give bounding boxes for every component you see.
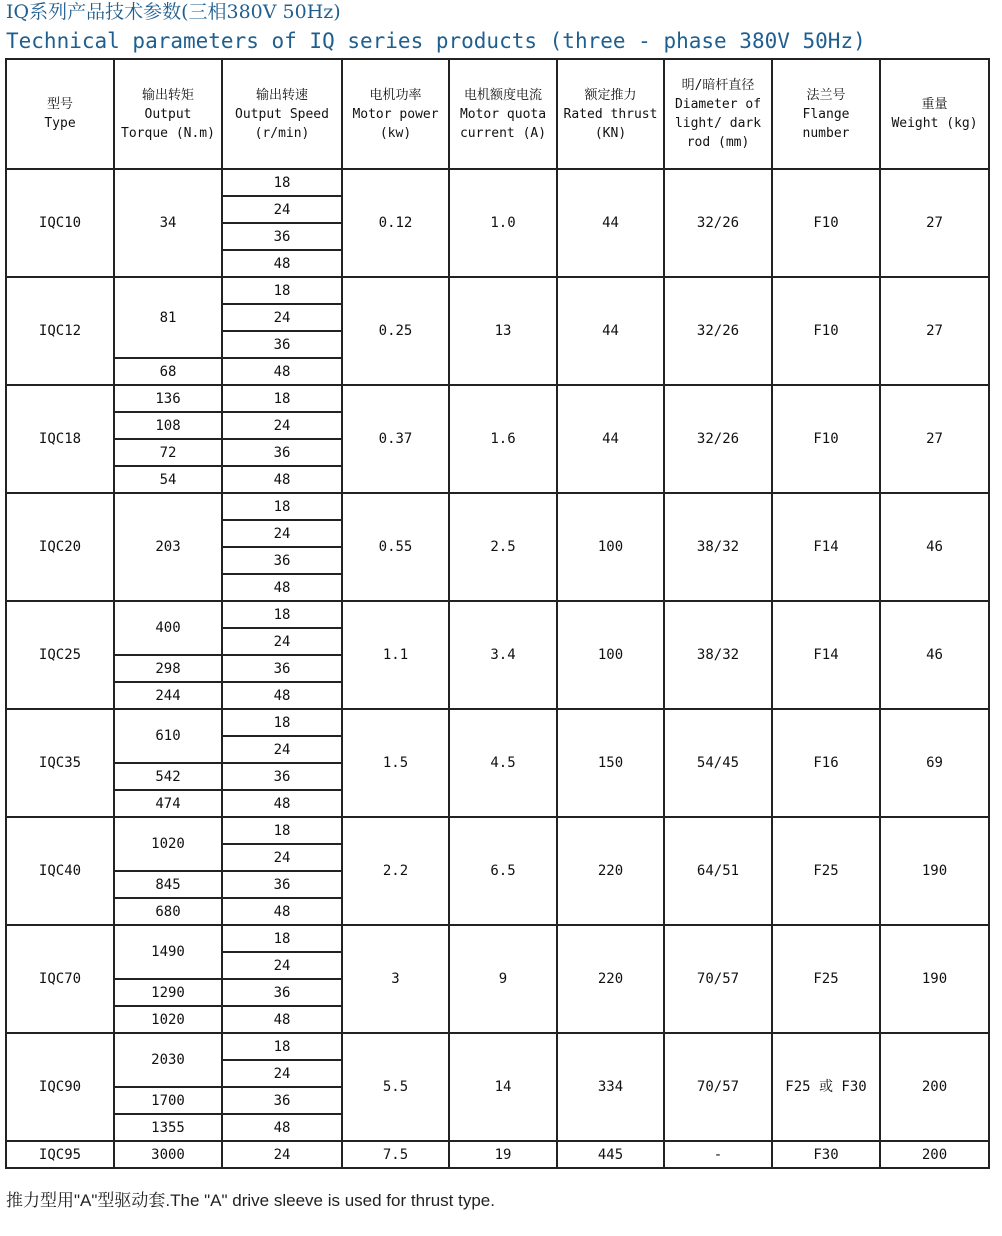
weight-cell: 46 <box>880 601 989 709</box>
motor-power-cell: 1.5 <box>342 709 449 817</box>
motor-current-cell: 6.5 <box>449 817 557 925</box>
output-torque-cell: 2030 <box>114 1033 222 1087</box>
header-motor-current-line: 电机额度电流 <box>463 87 542 103</box>
output-speed-cell: 48 <box>222 898 342 925</box>
output-speed-cell: 36 <box>222 439 342 466</box>
motor-power-cell: 2.2 <box>342 817 449 925</box>
rated-thrust-cell: 100 <box>557 493 664 601</box>
table-row <box>6 925 989 952</box>
motor-power-cell: 3 <box>342 925 449 1033</box>
output-speed-cell: 24 <box>222 304 342 331</box>
output-torque-cell: 136 <box>114 385 222 412</box>
flange-number-cell: F25 <box>772 817 880 925</box>
output-torque-cell: 400 <box>114 601 222 655</box>
header-rod-diameter <box>664 59 772 169</box>
motor-power-cell: 0.12 <box>342 169 449 277</box>
output-torque-cell: 81 <box>114 277 222 358</box>
output-speed-cell: 18 <box>222 817 342 844</box>
motor-current-cell: 14 <box>449 1033 557 1141</box>
output-torque-cell: 542 <box>114 763 222 790</box>
output-speed-cell: 24 <box>222 628 342 655</box>
output-torque-cell: 3000 <box>114 1141 222 1168</box>
footnote: 推力型用"A"型驱动套.The "A" drive sleeve is used for thrust type. <box>6 1191 495 1210</box>
output-torque-cell: 1290 <box>114 979 222 1006</box>
rod-diameter-cell: 54/45 <box>664 709 772 817</box>
header-rod-diameter-line: light/ dark <box>674 116 762 131</box>
weight-cell: 200 <box>880 1033 989 1141</box>
table-row <box>6 385 989 412</box>
header-rated-thrust <box>557 59 664 169</box>
output-speed-cell: 18 <box>222 709 342 736</box>
output-torque-cell: 680 <box>114 898 222 925</box>
table-row <box>6 493 989 520</box>
header-output-torque-line: Torque (N.m) <box>121 125 215 141</box>
flange-number-cell: F14 <box>772 601 880 709</box>
rated-thrust-cell: 44 <box>557 169 664 277</box>
motor-current-cell: 3.4 <box>449 601 557 709</box>
rod-diameter-cell: 32/26 <box>664 169 772 277</box>
motor-current-cell: 19 <box>449 1141 557 1168</box>
table-header-row <box>6 59 989 169</box>
output-speed-cell: 36 <box>222 223 342 250</box>
output-speed-cell: 24 <box>222 1141 342 1168</box>
header-flange-number-line: 法兰号 <box>806 87 846 103</box>
output-speed-cell: 24 <box>222 844 342 871</box>
rated-thrust-cell: 150 <box>557 709 664 817</box>
header-rod-diameter-line: 明/暗杆直径 <box>681 78 755 93</box>
model-type-cell: IQC18 <box>6 385 114 493</box>
output-torque-cell: 1490 <box>114 925 222 979</box>
header-output-torque-line: 输出转矩 <box>141 87 194 103</box>
table-row <box>6 709 989 736</box>
output-torque-cell: 845 <box>114 871 222 898</box>
header-output-speed-line: Output Speed <box>235 106 329 122</box>
output-torque-cell: 68 <box>114 358 222 385</box>
output-speed-cell: 18 <box>222 385 342 412</box>
motor-current-cell: 1.6 <box>449 385 557 493</box>
motor-power-cell: 0.25 <box>342 277 449 385</box>
header-rated-thrust-line: Rated thrust <box>563 106 658 122</box>
weight-cell: 69 <box>880 709 989 817</box>
rod-diameter-cell: 38/32 <box>664 493 772 601</box>
rated-thrust-cell: 445 <box>557 1141 664 1168</box>
output-speed-cell: 48 <box>222 250 342 277</box>
table-row <box>6 169 989 196</box>
motor-power-cell: 0.55 <box>342 493 449 601</box>
output-speed-cell: 24 <box>222 196 342 223</box>
model-type-cell: IQC12 <box>6 277 114 385</box>
header-weight <box>880 59 989 169</box>
rod-diameter-cell: 38/32 <box>664 601 772 709</box>
rated-thrust-cell: 44 <box>557 385 664 493</box>
motor-power-cell: 5.5 <box>342 1033 449 1141</box>
motor-current-cell: 13 <box>449 277 557 385</box>
rated-thrust-cell: 100 <box>557 601 664 709</box>
rated-thrust-cell: 220 <box>557 925 664 1033</box>
output-torque-cell: 474 <box>114 790 222 817</box>
motor-current-cell: 2.5 <box>449 493 557 601</box>
motor-power-cell: 7.5 <box>342 1141 449 1168</box>
output-speed-cell: 18 <box>222 1033 342 1060</box>
output-speed-cell: 48 <box>222 574 342 601</box>
weight-cell: 27 <box>880 169 989 277</box>
output-torque-cell: 1020 <box>114 817 222 871</box>
header-motor-power <box>342 59 449 169</box>
motor-power-cell: 1.1 <box>342 601 449 709</box>
rod-diameter-cell: 64/51 <box>664 817 772 925</box>
output-speed-cell: 18 <box>222 169 342 196</box>
header-output-torque-line: Output <box>144 106 192 122</box>
rod-diameter-cell: 70/57 <box>664 1033 772 1141</box>
page-title-english: Technical parameters of IQ series products (three - phase 380V 50Hz) <box>6 29 866 53</box>
output-torque-cell: 1355 <box>114 1114 222 1141</box>
model-type-cell: IQC90 <box>6 1033 114 1141</box>
model-type-cell: IQC25 <box>6 601 114 709</box>
header-output-torque <box>114 59 222 169</box>
header-type-line: 型号 <box>46 97 73 112</box>
weight-cell: 190 <box>880 925 989 1033</box>
output-speed-cell: 36 <box>222 763 342 790</box>
model-type-cell: IQC40 <box>6 817 114 925</box>
output-speed-cell: 48 <box>222 790 342 817</box>
output-speed-cell: 36 <box>222 655 342 682</box>
flange-number-cell: F10 <box>772 385 880 493</box>
header-motor-power-line: (kw) <box>379 125 412 141</box>
output-torque-cell: 1020 <box>114 1006 222 1033</box>
weight-cell: 27 <box>880 385 989 493</box>
flange-number-cell: F30 <box>772 1141 880 1168</box>
table-row <box>6 817 989 844</box>
output-torque-cell: 72 <box>114 439 222 466</box>
model-type-cell: IQC95 <box>6 1141 114 1168</box>
header-motor-current <box>449 59 557 169</box>
output-torque-cell: 298 <box>114 655 222 682</box>
header-flange-number <box>772 59 880 169</box>
table-row <box>6 1033 989 1060</box>
table-row <box>6 601 989 628</box>
rated-thrust-cell: 334 <box>557 1033 664 1141</box>
motor-current-cell: 4.5 <box>449 709 557 817</box>
weight-cell: 190 <box>880 817 989 925</box>
output-speed-cell: 24 <box>222 412 342 439</box>
output-torque-cell: 108 <box>114 412 222 439</box>
output-torque-cell: 203 <box>114 493 222 601</box>
output-speed-cell: 36 <box>222 1087 342 1114</box>
header-motor-power-line: Motor power <box>352 106 439 122</box>
output-torque-cell: 54 <box>114 466 222 493</box>
header-motor-current-line: Motor quota <box>459 106 547 122</box>
output-speed-cell: 18 <box>222 493 342 520</box>
output-speed-cell: 36 <box>222 871 342 898</box>
header-motor-power-line: 电机功率 <box>369 87 422 103</box>
output-speed-cell: 24 <box>222 520 342 547</box>
header-rated-thrust-line: 额定推力 <box>584 87 637 103</box>
flange-number-cell: F16 <box>772 709 880 817</box>
header-weight-line: Weight (kg) <box>891 116 978 131</box>
header-flange-number-line: Flange <box>802 106 850 122</box>
output-speed-cell: 24 <box>222 736 342 763</box>
header-weight-line: 重量 <box>921 97 948 112</box>
weight-cell: 46 <box>880 493 989 601</box>
output-speed-cell: 36 <box>222 331 342 358</box>
output-speed-cell: 24 <box>222 1060 342 1087</box>
model-type-cell: IQC35 <box>6 709 114 817</box>
header-type <box>6 59 114 169</box>
output-speed-cell: 48 <box>222 358 342 385</box>
table-row <box>6 277 989 304</box>
motor-current-cell: 9 <box>449 925 557 1033</box>
weight-cell: 27 <box>880 277 989 385</box>
output-torque-cell: 1700 <box>114 1087 222 1114</box>
header-rod-diameter-line: rod (mm) <box>686 135 750 150</box>
output-speed-cell: 48 <box>222 1114 342 1141</box>
output-speed-cell: 18 <box>222 925 342 952</box>
table-body <box>6 169 989 1168</box>
output-speed-cell: 18 <box>222 601 342 628</box>
header-output-speed <box>222 59 342 169</box>
rod-diameter-cell: 32/26 <box>664 385 772 493</box>
weight-cell: 200 <box>880 1141 989 1168</box>
flange-number-cell: F10 <box>772 169 880 277</box>
header-rod-diameter-line: Diameter of <box>674 97 762 112</box>
flange-number-cell: F25 <box>772 925 880 1033</box>
output-speed-cell: 36 <box>222 547 342 574</box>
header-flange-number-line: number <box>802 125 850 141</box>
rod-diameter-cell: 32/26 <box>664 277 772 385</box>
output-speed-cell: 48 <box>222 682 342 709</box>
flange-number-cell: F10 <box>772 277 880 385</box>
header-motor-current-line: current (A) <box>459 125 547 141</box>
motor-power-cell: 0.37 <box>342 385 449 493</box>
flange-number-cell: F14 <box>772 493 880 601</box>
motor-current-cell: 1.0 <box>449 169 557 277</box>
spec-table <box>5 58 990 1169</box>
model-type-cell: IQC20 <box>6 493 114 601</box>
output-speed-cell: 48 <box>222 466 342 493</box>
header-rated-thrust-line: (KN) <box>594 125 627 141</box>
output-speed-cell: 48 <box>222 1006 342 1033</box>
output-torque-cell: 34 <box>114 169 222 277</box>
rod-diameter-cell: 70/57 <box>664 925 772 1033</box>
flange-number-cell: F25 或 F30 <box>772 1033 880 1141</box>
page-title-chinese: IQ系列产品技术参数(三相380V 50Hz) <box>6 1 341 23</box>
header-type-line: Type <box>44 116 76 131</box>
header-output-speed-line: (r/min) <box>254 125 310 141</box>
output-speed-cell: 36 <box>222 979 342 1006</box>
model-type-cell: IQC10 <box>6 169 114 277</box>
output-speed-cell: 24 <box>222 952 342 979</box>
rod-diameter-cell: - <box>664 1141 772 1168</box>
table-row <box>6 1141 989 1168</box>
rated-thrust-cell: 220 <box>557 817 664 925</box>
output-speed-cell: 18 <box>222 277 342 304</box>
rated-thrust-cell: 44 <box>557 277 664 385</box>
output-torque-cell: 610 <box>114 709 222 763</box>
header-output-speed-line: 输出转速 <box>255 87 308 103</box>
output-torque-cell: 244 <box>114 682 222 709</box>
model-type-cell: IQC70 <box>6 925 114 1033</box>
